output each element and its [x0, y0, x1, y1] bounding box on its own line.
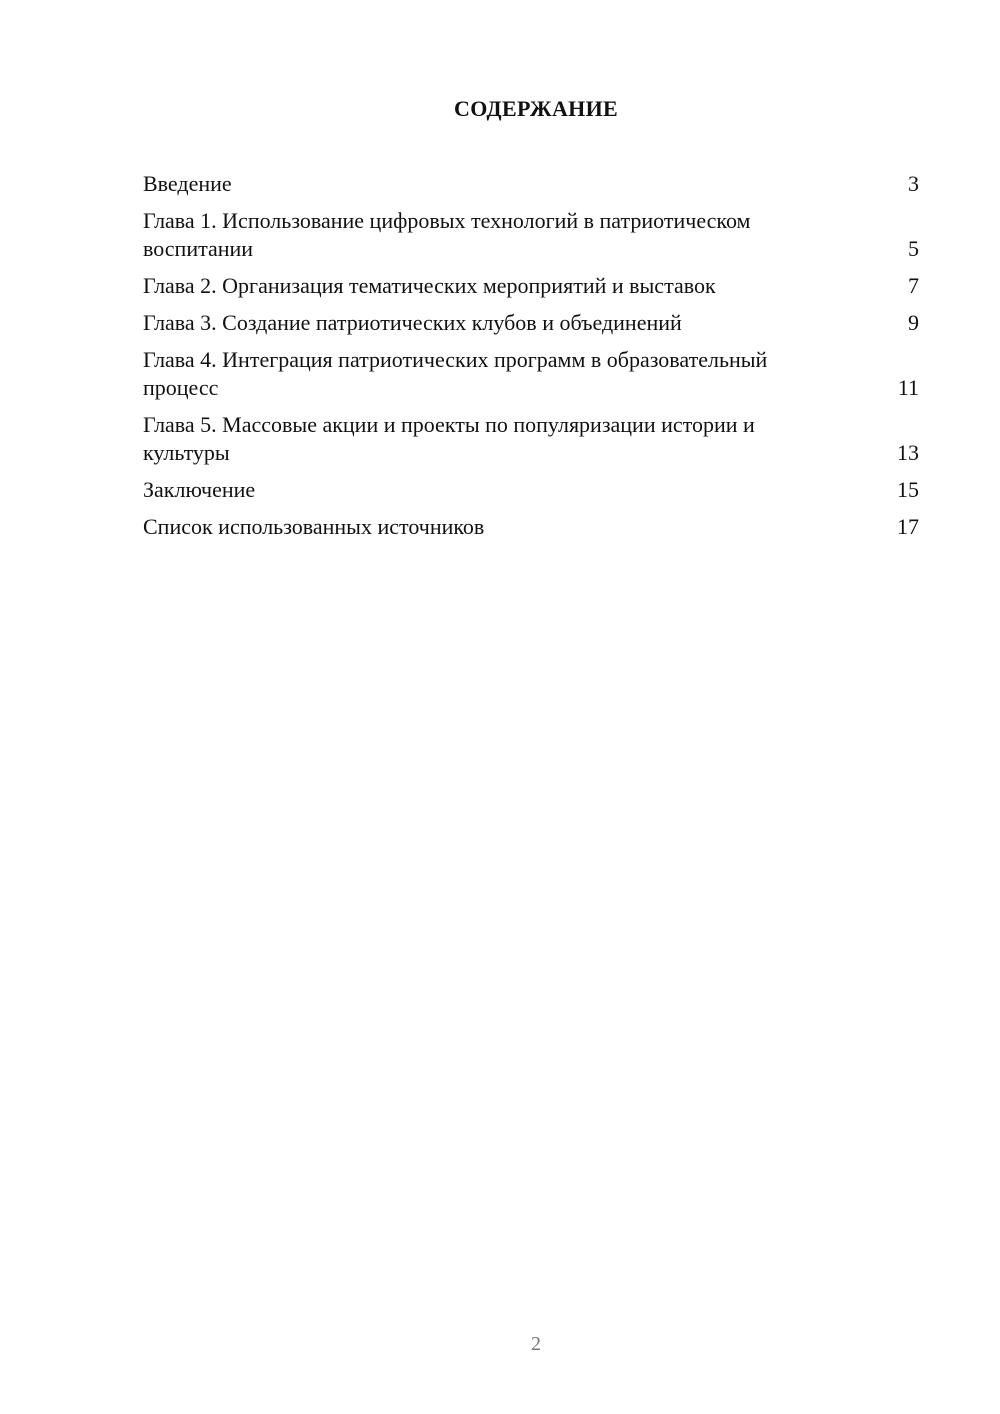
toc-entry-chapter-5[interactable]	[143, 411, 919, 467]
toc-entry-title: Глава 2. Организация тематических мероприятий и выставок	[143, 273, 716, 298]
toc-entry-references[interactable]	[143, 513, 919, 541]
toc-entry-title: Глава 3. Создание патриотических клубов и объединений	[143, 310, 682, 335]
page-title: СОДЕРЖАНИЕ	[454, 96, 618, 121]
page-number: 2	[531, 1333, 541, 1355]
toc-entry-conclusion[interactable]	[143, 476, 919, 504]
toc-entry-title: Глава 1. Использование цифровых технологий в патриотическом воспитании	[143, 208, 751, 261]
toc-entry-page: 7	[908, 273, 919, 298]
toc-entry-title: Заключение	[143, 477, 256, 502]
toc-entry-page: 17	[897, 514, 919, 539]
toc-entry-page: 3	[908, 171, 919, 196]
toc-entry-chapter-2[interactable]	[143, 272, 919, 300]
toc-entry-title: Введение	[143, 171, 232, 196]
toc-entry-page: 11	[897, 375, 919, 400]
toc-entry-title: Глава 4. Интеграция патриотических программ в образовательный процесс	[143, 347, 768, 400]
toc-entry-introduction[interactable]	[143, 170, 919, 198]
toc-entry-page: 9	[908, 310, 919, 335]
table-of-contents	[143, 170, 919, 550]
toc-entry-chapter-1[interactable]	[143, 207, 919, 263]
toc-entry-chapter-4[interactable]	[143, 346, 919, 402]
toc-entry-chapter-3[interactable]	[143, 309, 919, 337]
toc-entry-title: Список использованных источников	[143, 514, 485, 539]
toc-entry-page: 15	[897, 477, 919, 502]
toc-entry-title: Глава 5. Массовые акции и проекты по популяризации истории и культуры	[143, 412, 755, 465]
toc-entry-page: 5	[908, 236, 919, 261]
toc-entry-page: 13	[897, 440, 919, 465]
